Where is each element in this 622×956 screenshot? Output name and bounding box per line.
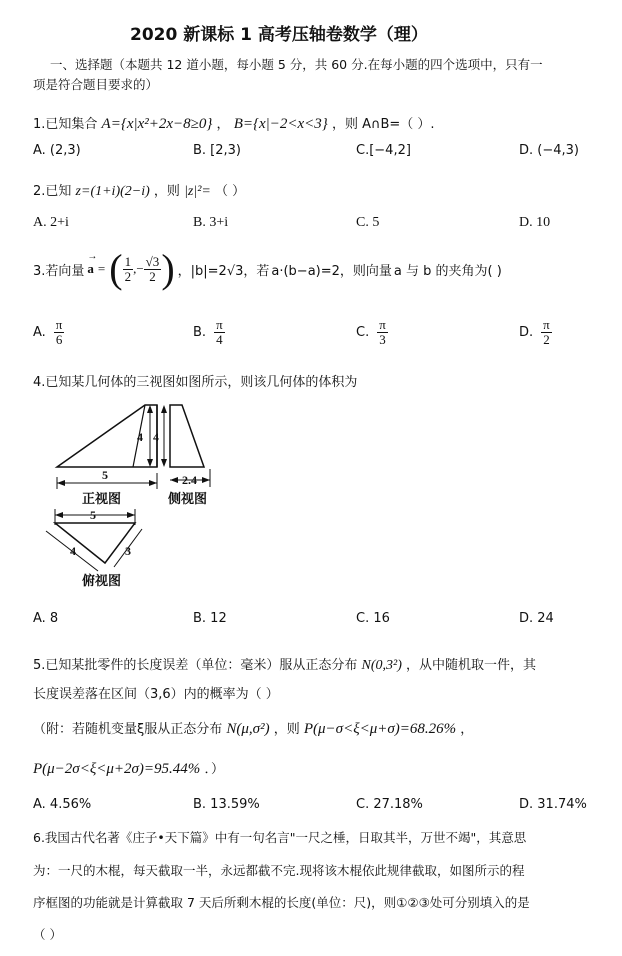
question-3-frac-1-den: 2 [124,268,132,284]
section-instructions-line2: 项是符合题目要求的） [33,77,159,92]
dim-label-4-front: 4 [137,430,143,444]
question-4-option-b: B. 12 [193,611,227,626]
question-5-option-c: C. 27.18% [356,797,423,812]
question-1-separator: ， [216,117,230,132]
question-2-modulus: |z|²= [184,184,211,199]
side-view-label: 侧视图 [168,491,208,506]
question-4-option-c: C. 16 [356,611,390,626]
page-title: 2020 新课标 1 高考压轴卷数学（理） [130,25,428,45]
question-3-eq: = [97,261,106,276]
question-5-note-distribution: N(μ,σ²) [226,721,270,737]
arrow-icon [202,477,210,483]
arrow-icon [147,405,153,413]
question-3-option-a-frac [54,318,65,347]
question-1-option-d: D. (−4,3) [519,143,579,158]
question-2-option-d: D. 10 [519,215,551,230]
question-3-part-2: ，|b|=2√3，若 [177,263,270,279]
question-3-option-c-letter: C. [356,325,370,340]
question-5-option-a: A. 4.56% [33,797,92,812]
three-view-figure [30,395,260,595]
question-2-prefix: 2.已知 [33,184,72,199]
question-3-option-b-frac [214,318,225,347]
question-5-option-b: B. 13.59% [193,797,260,812]
dim-label-5-front: 5 [102,468,108,482]
dim-label-2-4: 2.4 [182,473,197,487]
question-3-vector-value [109,246,175,291]
question-2-option-c: C. 5 [356,215,380,230]
question-2-stem [33,180,245,200]
question-3-frac-2 [144,255,162,284]
question-3-option-a-den: 6 [55,332,63,347]
arrow-icon [149,480,157,486]
section-instructions-line1: 一、选择题（本题共 12 道小题，每小题 5 分，共 60 分.在每小题的四个选项中，只有一 [50,57,543,72]
left-paren-icon: ( [109,246,123,291]
question-3-option-c-num: π [379,317,386,332]
top-view-shape [55,523,135,563]
arrow-icon [55,512,63,518]
question-3-option-b-letter: B. [193,325,207,340]
question-5-stem-line1 [33,654,536,674]
question-4-option-d: D. 24 [519,611,554,626]
question-3-part-4: a 与 b 的夹角为( ) [393,263,502,279]
comma-minus-glyph: ,− [133,261,144,276]
side-view-shape [170,405,204,467]
question-1-stem [33,113,435,133]
question-3-option-b-num: π [216,317,223,332]
question-4-option-a: A. 8 [33,611,59,626]
question-5-note-line1 [33,718,473,738]
question-5-option-d: D. 31.74% [519,797,587,812]
question-5-distribution: N(0,3²) [361,658,402,673]
question-3-vector-a: → a [87,251,98,276]
question-5-stem-text-b: ，从中随机取一件，其 [406,658,537,673]
question-3-option-b-den: 4 [216,332,223,347]
question-3-frac-1 [123,255,134,284]
question-1-suffix: ，则 A∩B=（ ）. [331,117,435,132]
question-6-line2: 为：一尺的木棍，每天截取一半，永远都截不完.现将该木棍依此规律截取，如图所示的程 [33,863,525,878]
question-1-option-a: A. (2,3) [33,143,81,158]
question-1-set-a: A={x|x²+2x−8≥0} [101,116,213,132]
question-3-prefix: 3.若向量 [33,263,85,279]
question-2-mid: ，则 [153,184,180,199]
question-5-note-comma: ， [460,722,474,737]
question-3-option-c-den: 3 [379,332,386,347]
question-3-option-c [356,318,388,347]
arrow-icon [161,459,167,467]
question-5-note-p2: P(μ−2σ<ξ<μ+2σ)=95.44% [33,761,201,777]
question-3-option-a-num: π [55,317,63,332]
arrow-icon [127,512,135,518]
dim-label-4-side: 4 [153,430,159,444]
top-view-label: 俯视图 [82,573,122,588]
question-1-option-c: C.[−4,2] [356,143,411,158]
question-3-frac-2-num: √3 [145,253,160,269]
question-5-stem-text: 5.已知某批零件的长度误差（单位：毫米）服从正态分布 [33,658,358,673]
question-5-note-end: ．） [204,762,224,777]
question-3-vector-a-symbol: a [87,261,94,276]
arrow-icon [170,477,178,483]
question-3-option-b [193,318,225,347]
question-5-note-p1: P(μ−σ<ξ<μ+σ)=68.26% [303,721,457,737]
question-3-frac-1-num: 1 [124,253,132,269]
question-3-option-d-letter: D. [519,325,534,340]
dim-label-4-top: 4 [70,544,76,558]
question-6-line1: 6.我国古代名著《庄子•天下篇》中有一句名言"一尺之棰，日取其半，万世不竭"，其意思 [33,830,527,845]
question-3-option-a [33,318,64,347]
question-5-note-then: ，则 [273,722,300,737]
question-3-option-d [519,318,552,347]
front-view-label: 正视图 [82,491,122,506]
question-3-part-3: a·(b−a)=2，则向量 [271,263,392,279]
question-3-stem [33,244,502,294]
right-paren-icon: ) [161,246,175,291]
question-1-set-b: B={x|−2<x<3} [233,116,328,132]
question-5-note-line2 [33,758,224,778]
question-5-stem-line2: 长度误差落在区间（3,6）内的概率为（ ） [33,687,279,702]
arrow-icon [147,459,153,467]
question-2-suffix: （ ） [215,184,246,199]
question-6-line3: 序框图的功能就是计算截取 7 天后所剩木棍的长度(单位：尺)，则①②③处可分别填入的是 [33,895,530,910]
question-1-prefix: 1.已知集合 [33,117,98,132]
dim-label-3-top: 3 [125,544,131,558]
dim-label-5-top: 5 [90,508,96,522]
question-3-option-a-letter: A. [33,325,46,340]
question-2-option-b: B. 3+i [193,215,229,230]
question-3-option-d-num: π [543,317,550,332]
question-2-expr: z=(1+i)(2−i) [75,184,150,199]
question-3-option-c-frac [377,318,388,347]
arrow-icon [57,480,65,486]
question-3-option-d-den: 2 [543,332,550,347]
question-4-stem: 4.已知某几何体的三视图如图所示，则该几何体的体积为 [33,375,358,390]
question-6-line4: （ ） [33,927,62,942]
question-3-frac-2-den: 2 [149,268,156,284]
question-2-option-a: A. 2+i [33,215,69,230]
question-1-option-b: B. [2,3) [193,143,242,158]
question-3-option-d-frac [541,318,552,347]
arrow-icon [161,405,167,413]
question-5-note-text: （附：若随机变量ξ服从正态分布 [33,722,223,737]
